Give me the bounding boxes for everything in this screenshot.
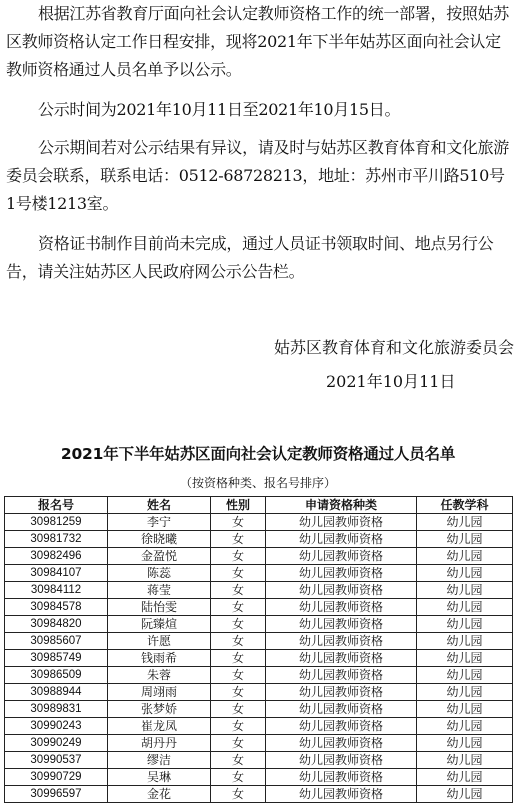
qualification-type-cell: 幼儿园教师资格 (266, 769, 417, 786)
registration-number-cell: 30989831 (5, 701, 108, 718)
header-gender: 性别 (211, 497, 266, 514)
qualification-type-cell: 幼儿园教师资格 (266, 565, 417, 582)
gender-cell: 女 (211, 650, 266, 667)
table-row (5, 735, 513, 752)
name-cell: 许愿 (108, 633, 211, 650)
registration-number-cell: 30985607 (5, 633, 108, 650)
qualification-type-cell: 幼儿园教师资格 (266, 684, 417, 701)
header-qualification-type: 申请资格种类 (266, 497, 417, 514)
name-cell: 钱雨希 (108, 650, 211, 667)
subject-cell: 幼儿园 (417, 548, 513, 565)
registration-number-cell: 30984820 (5, 616, 108, 633)
subject-cell: 幼儿园 (417, 752, 513, 769)
gender-cell: 女 (211, 701, 266, 718)
registration-number-cell: 30990537 (5, 752, 108, 769)
subject-cell: 幼儿园 (417, 701, 513, 718)
gender-cell: 女 (211, 531, 266, 548)
header-name: 姓名 (108, 497, 211, 514)
notice-paragraph-period: 公示时间为2021年10月11日至2021年10月15日。 (38, 100, 401, 119)
registration-number-cell: 30985749 (5, 650, 108, 667)
table-row (5, 667, 513, 684)
table-row (5, 633, 513, 650)
subject-cell: 幼儿园 (417, 718, 513, 735)
subject-cell: 幼儿园 (417, 667, 513, 684)
qualification-type-cell: 幼儿园教师资格 (266, 548, 417, 565)
qualification-type-cell: 幼儿园教师资格 (266, 735, 417, 752)
registration-number-cell: 30990249 (5, 735, 108, 752)
subject-cell: 幼儿园 (417, 633, 513, 650)
subject-cell: 幼儿园 (417, 786, 513, 803)
roster-table (4, 496, 513, 803)
name-cell: 李宁 (108, 514, 211, 531)
qualification-type-cell: 幼儿园教师资格 (266, 752, 417, 769)
name-cell: 金花 (108, 786, 211, 803)
table-row (5, 599, 513, 616)
qualification-type-cell: 幼儿园教师资格 (266, 514, 417, 531)
table-row (5, 582, 513, 599)
table-row (5, 616, 513, 633)
gender-cell: 女 (211, 718, 266, 735)
table-header-row (5, 497, 513, 514)
table-row (5, 650, 513, 667)
name-cell: 崔龙凤 (108, 718, 211, 735)
registration-number-cell: 30982496 (5, 548, 108, 565)
table-row (5, 514, 513, 531)
name-cell: 胡丹丹 (108, 735, 211, 752)
gender-cell: 女 (211, 599, 266, 616)
gender-cell: 女 (211, 582, 266, 599)
table-row (5, 684, 513, 701)
qualification-type-cell: 幼儿园教师资格 (266, 786, 417, 803)
gender-cell: 女 (211, 616, 266, 633)
subject-cell: 幼儿园 (417, 565, 513, 582)
name-cell: 金盈悦 (108, 548, 211, 565)
registration-number-cell: 30990729 (5, 769, 108, 786)
registration-number-cell: 30986509 (5, 667, 108, 684)
subject-cell: 幼儿园 (417, 514, 513, 531)
qualification-type-cell: 幼儿园教师资格 (266, 650, 417, 667)
registration-number-cell: 30981259 (5, 514, 108, 531)
gender-cell: 女 (211, 769, 266, 786)
signature-organization: 姑苏区教育体育和文化旅游委员会 (273, 338, 514, 357)
registration-number-cell: 30988944 (5, 684, 108, 701)
gender-cell: 女 (211, 786, 266, 803)
gender-cell: 女 (211, 752, 266, 769)
header-subject: 任教学科 (417, 497, 513, 514)
name-cell: 阮臻煊 (108, 616, 211, 633)
table-row (5, 531, 513, 548)
gender-cell: 女 (211, 514, 266, 531)
notice-paragraph-objection: 公示期间若对公示结果有异议，请及时与姑苏区教育体育和文化旅游委员会联系，联系电话：0512-68728213，地址：苏州市平川路510号1号楼1213室。 (6, 138, 510, 213)
table-row (5, 701, 513, 718)
notice-paragraph-certificate: 资格证书制作目前尚未完成，通过人员证书领取时间、地点另行公告，请关注姑苏区人民政府网公示公告栏。 (6, 234, 494, 281)
table-row (5, 769, 513, 786)
table-title: 2021年下半年姑苏区面向社会认定教师资格通过人员名单 (60, 445, 456, 463)
subject-cell: 幼儿园 (417, 735, 513, 752)
registration-number-cell: 30996597 (5, 786, 108, 803)
subject-cell: 幼儿园 (417, 650, 513, 667)
qualification-type-cell: 幼儿园教师资格 (266, 701, 417, 718)
qualification-type-cell: 幼儿园教师资格 (266, 599, 417, 616)
name-cell: 周翊雨 (108, 684, 211, 701)
gender-cell: 女 (211, 735, 266, 752)
subject-cell: 幼儿园 (417, 582, 513, 599)
qualification-type-cell: 幼儿园教师资格 (266, 718, 417, 735)
qualification-type-cell: 幼儿园教师资格 (266, 633, 417, 650)
name-cell: 徐晓曦 (108, 531, 211, 548)
gender-cell: 女 (211, 633, 266, 650)
gender-cell: 女 (211, 684, 266, 701)
subject-cell: 幼儿园 (417, 684, 513, 701)
gender-cell: 女 (211, 548, 266, 565)
registration-number-cell: 30984112 (5, 582, 108, 599)
table-row (5, 752, 513, 769)
name-cell: 张梦娇 (108, 701, 211, 718)
table-row (5, 786, 513, 803)
registration-number-cell: 30981732 (5, 531, 108, 548)
name-cell: 陈蕊 (108, 565, 211, 582)
name-cell: 蒋莹 (108, 582, 211, 599)
subject-cell: 幼儿园 (417, 616, 513, 633)
signature-date: 2021年10月11日 (326, 372, 456, 391)
registration-number-cell: 30990243 (5, 718, 108, 735)
gender-cell: 女 (211, 565, 266, 582)
name-cell: 朱蓉 (108, 667, 211, 684)
header-registration-number: 报名号 (5, 497, 108, 514)
subject-cell: 幼儿园 (417, 531, 513, 548)
gender-cell: 女 (211, 667, 266, 684)
registration-number-cell: 30984107 (5, 565, 108, 582)
qualification-type-cell: 幼儿园教师资格 (266, 616, 417, 633)
registration-number-cell: 30984578 (5, 599, 108, 616)
qualification-type-cell: 幼儿园教师资格 (266, 531, 417, 548)
table-row (5, 565, 513, 582)
table-row (5, 548, 513, 565)
notice-paragraph-intro: 根据江苏省教育厅面向社会认定教师资格工作的统一部署，按照姑苏区教师资格认定工作日程安排，现将2021年下半年姑苏区面向社会认定教师资格通过人员名单予以公示。 (6, 4, 510, 79)
name-cell: 陆怡雯 (108, 599, 211, 616)
table-body (5, 514, 513, 803)
subject-cell: 幼儿园 (417, 599, 513, 616)
name-cell: 缪洁 (108, 752, 211, 769)
table-row (5, 718, 513, 735)
name-cell: 吴琳 (108, 769, 211, 786)
qualification-type-cell: 幼儿园教师资格 (266, 667, 417, 684)
subject-cell: 幼儿园 (417, 769, 513, 786)
qualification-type-cell: 幼儿园教师资格 (266, 582, 417, 599)
table-subtitle: （按资格种类、报名号排序） (179, 476, 336, 490)
